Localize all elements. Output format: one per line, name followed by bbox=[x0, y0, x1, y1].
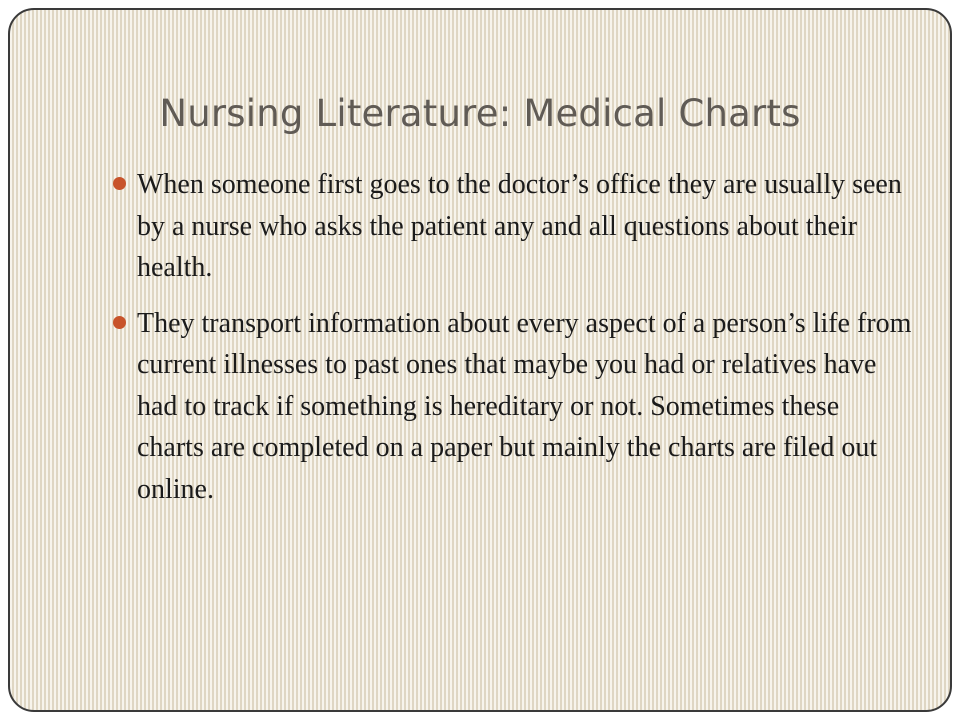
bullet-dot-icon bbox=[113, 316, 126, 329]
bullet-item bbox=[112, 164, 912, 289]
bullet-text: When someone first goes to the doctor’s office they are usually seen by a nurse who asks the patient any and all questions about their health. bbox=[137, 169, 902, 283]
bullet-text: They transport information about every aspect of a person’s life from current illnesses to past ones that maybe you had or relatives have had to track if something is hereditary or not. Sometimes these charts are completed on a paper but mainly the charts are filed out online. bbox=[137, 307, 912, 505]
bullet-item bbox=[112, 303, 912, 511]
bullet-dot-icon bbox=[113, 177, 126, 190]
bullet-list bbox=[112, 164, 912, 524]
slide-frame bbox=[8, 8, 952, 712]
slide-title: Nursing Literature: Medical Charts bbox=[159, 92, 801, 135]
